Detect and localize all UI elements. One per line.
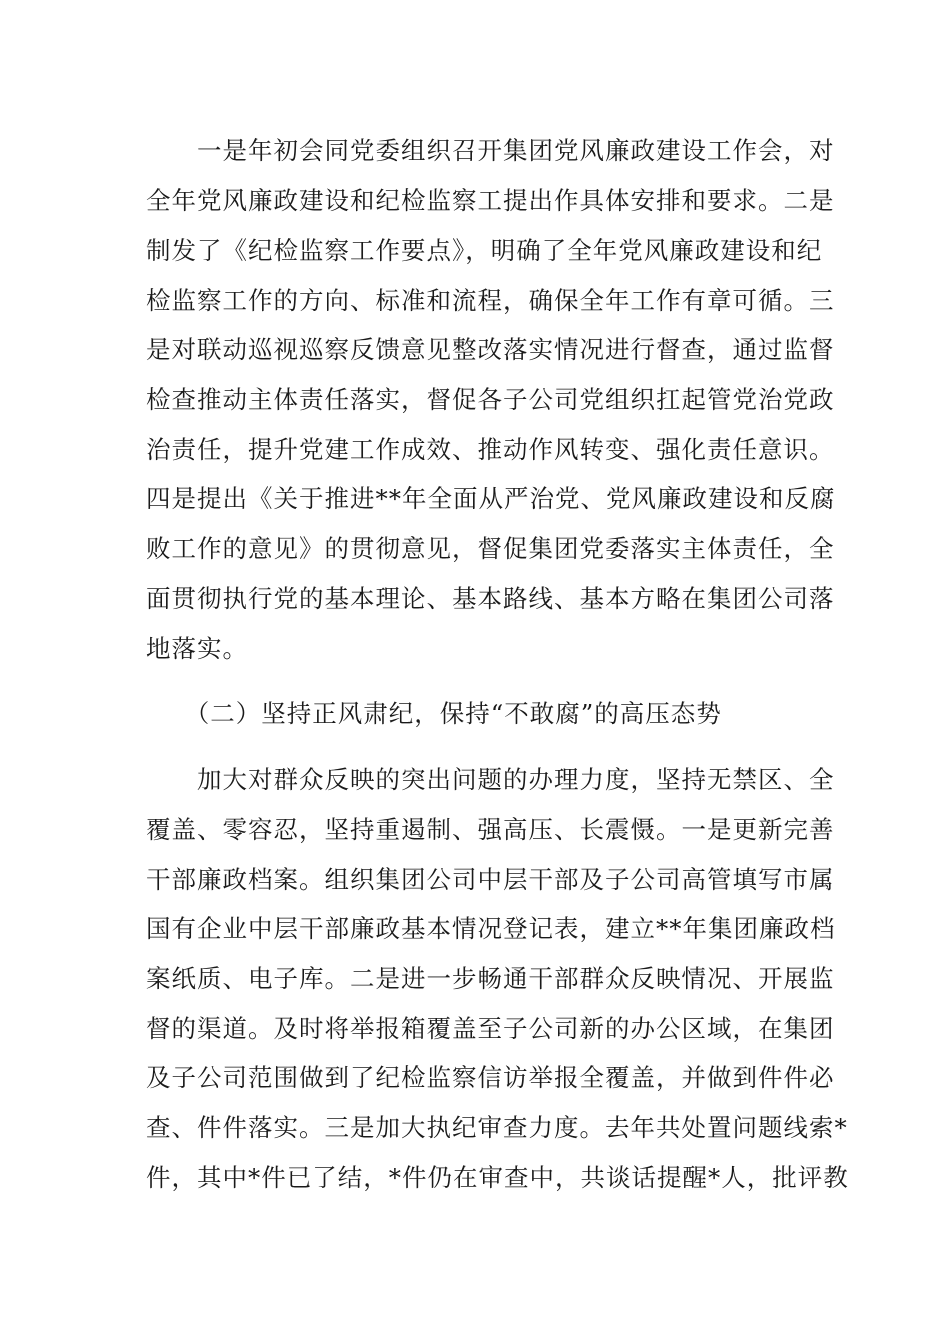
- paragraph-1-line-4: 检监察工作的方向、标准和流程，确保全年工作有章可循。三: [146, 286, 835, 315]
- paragraph-2-line-9: 件，其中*件已了结，*件仍在审查中，共谈话提醒*人，批评教: [146, 1163, 849, 1192]
- paragraph-2-line-6: 督的渠道。及时将举报箱覆盖至子公司新的办公区域，在集团: [146, 1014, 835, 1043]
- paragraph-2-line-4: 国有企业中层干部廉政基本情况登记表，建立**年集团廉政档: [146, 914, 836, 943]
- paragraph-1-line-5: 是对联动巡视巡察反馈意见整改落实情况进行督查，通过监督: [146, 335, 835, 364]
- paragraph-2-line-5: 案纸质、电子库。二是进一步畅通干部群众反映情况、开展监: [146, 964, 835, 993]
- paragraph-1-line-2: 全年党风廉政建设和纪检监察工提出作具体安排和要求。二是: [146, 186, 835, 215]
- paragraph-1-line-9: 败工作的意见》的贯彻意见，督促集团党委落实主体责任，全: [146, 534, 835, 563]
- paragraph-2-line-7: 及子公司范围做到了纪检监察信访举报全覆盖，并做到件件必: [146, 1063, 835, 1092]
- paragraph-1-line-7: 治责任，提升党建工作成效、推动作风转变、强化责任意识。: [146, 435, 835, 464]
- paragraph-1-line-8: 四是提出《关于推进**年全面从严治党、党风廉政建设和反腐: [146, 484, 836, 513]
- paragraph-2-line-1: 加大对群众反映的突出问题的办理力度，坚持无禁区、全: [146, 765, 835, 794]
- paragraph-1-line-10: 面贯彻执行党的基本理论、基本路线、基本方略在集团公司落: [146, 584, 835, 613]
- paragraph-1-line-6: 检查推动主体责任落实，督促各子公司党组织扛起管党治党政: [146, 385, 835, 414]
- paragraph-2-line-8: 查、件件落实。三是加大执纪审查力度。去年共处置问题线索*: [146, 1113, 848, 1142]
- paragraph-1-line-1: 一是年初会同党委组织召开集团党风廉政建设工作会，对: [146, 136, 835, 165]
- paragraph-1-line-11: 地落实。: [146, 634, 248, 663]
- section-heading: （二）坚持正风肃纪，保持“不敢腐”的高压态势: [146, 699, 722, 728]
- paragraph-1-line-3: 制发了《纪检监察工作要点》，明确了全年党风廉政建设和纪: [146, 236, 823, 265]
- paragraph-2-line-3: 干部廉政档案。组织集团公司中层干部及子公司高管填写市属: [146, 865, 835, 894]
- paragraph-2-line-2: 覆盖、零容忍，坚持重遏制、强高压、长震慑。一是更新完善: [146, 815, 835, 844]
